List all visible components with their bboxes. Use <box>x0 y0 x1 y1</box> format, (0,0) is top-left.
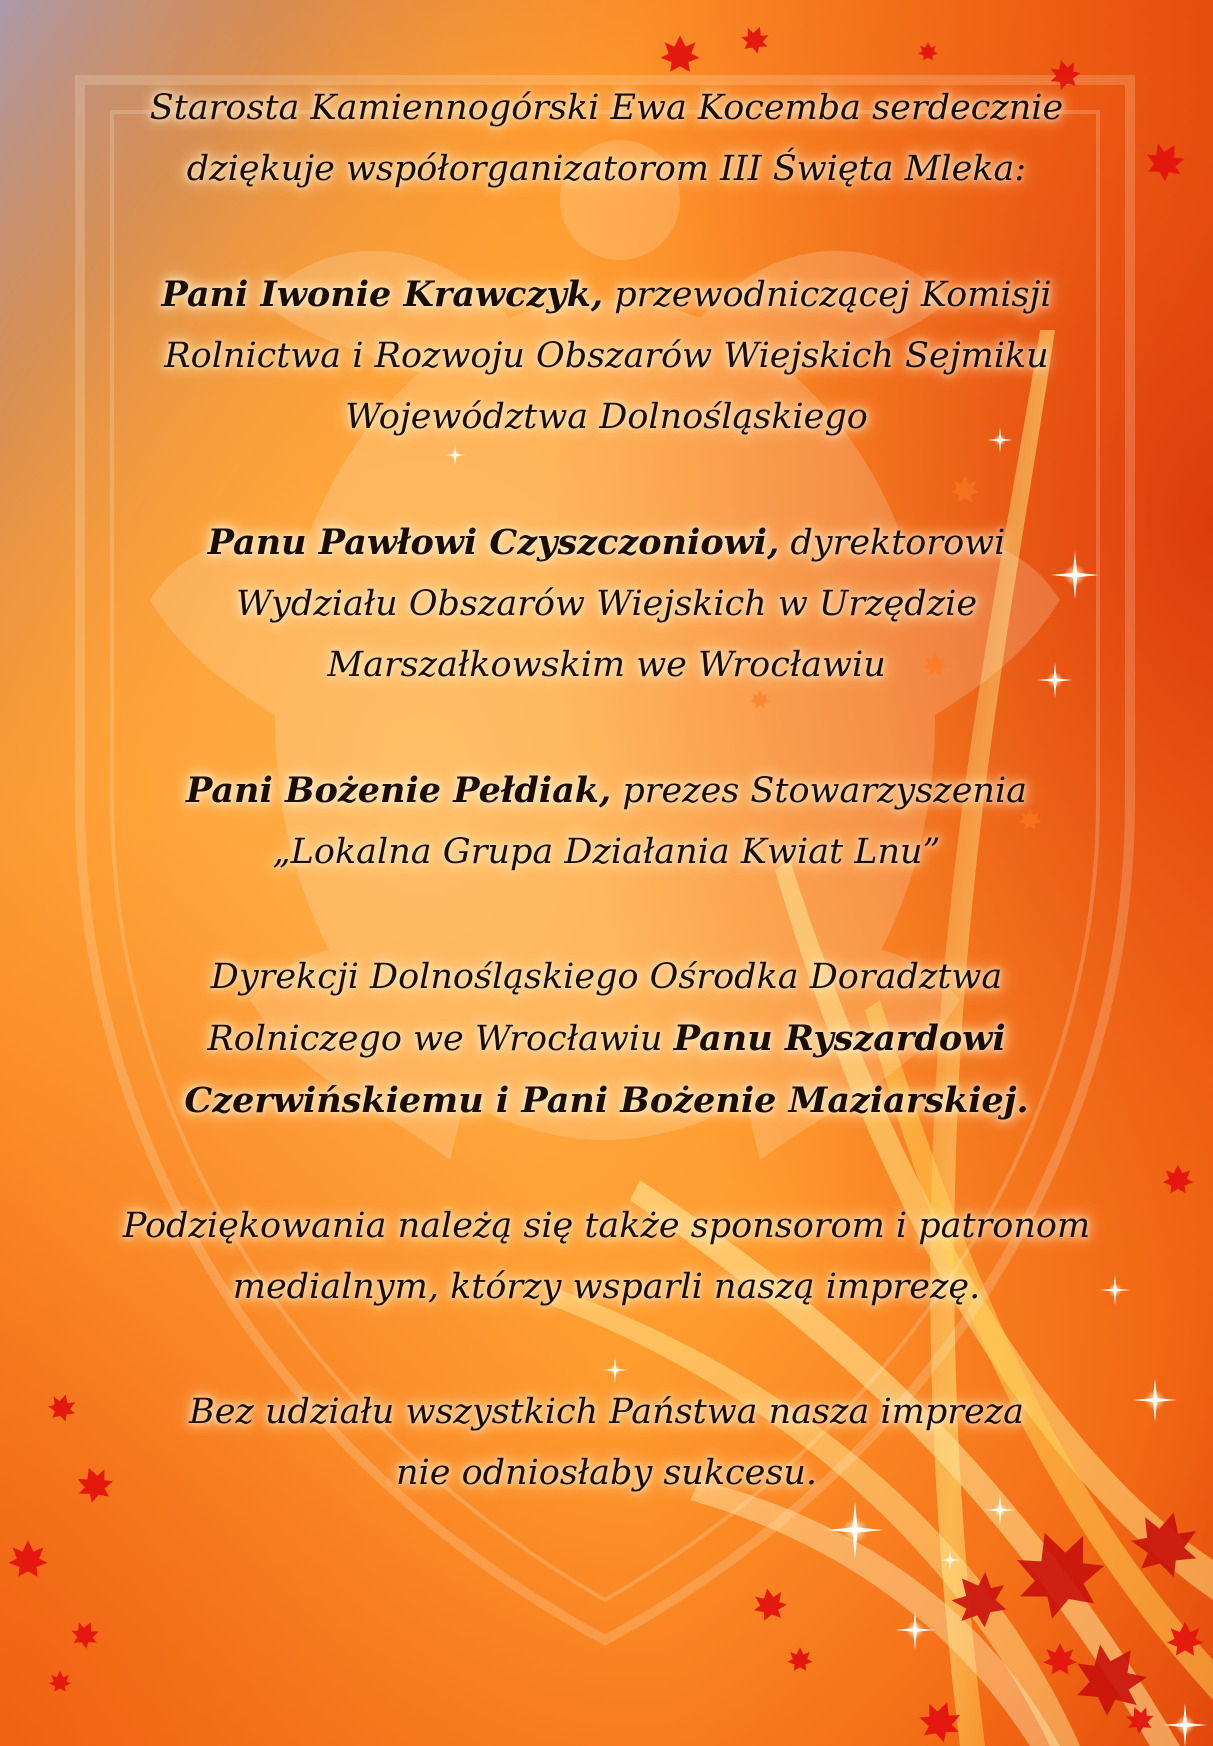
intro-line: Starosta Kamiennogórski Ewa Kocemba serdecznie <box>149 88 1064 128</box>
paragraph-czyszczon <box>60 512 1153 696</box>
recipient-name: Czerwińskiemu i Pani Bożenie Maziarskiej. <box>184 1080 1029 1121</box>
paragraph-dodr <box>60 947 1153 1132</box>
paragraph-peldiak <box>60 760 1153 883</box>
recipient-role: Marszałkowskim we Wrocławiu <box>327 645 886 685</box>
thank-you-letter <box>60 78 1153 1568</box>
sponsors-line: Podziękowania należą się także sponsorom i patronom <box>122 1206 1091 1246</box>
closing-line: nie odniosłaby sukcesu. <box>396 1453 817 1493</box>
recipient-role: przewodniczącej Komisji <box>603 275 1052 315</box>
intro-line: dziękuje współorganizatorom III Święta Mleka: <box>186 149 1027 189</box>
sponsors-line: medialnym, którzy wsparli naszą imprezę. <box>232 1267 981 1307</box>
paragraph-krawczyk <box>60 264 1153 448</box>
recipient-role: Dyrekcji Dolnośląskiego Ośrodka Doradztwa <box>210 957 1003 997</box>
recipient-name: Pani Iwonie Krawczyk, <box>161 274 604 315</box>
recipient-role: dyrektorowi <box>779 523 1006 563</box>
recipient-role: Rolnictwa i Rozwoju Obszarów Wiejskich Sejmiku <box>164 336 1049 376</box>
closing-line: Bez udziału wszystkich Państwa nasza impreza <box>189 1392 1024 1432</box>
recipient-name: Pani Bożenie Pełdiak, <box>185 770 612 811</box>
recipient-name: Panu Pawłowi Czyszczoniowi, <box>207 522 780 563</box>
closing-paragraph <box>60 1382 1153 1504</box>
intro-paragraph <box>60 78 1153 200</box>
recipient-role: „Lokalna Grupa Działania Kwiat Lnu” <box>272 832 941 872</box>
recipient-role: Województwa Dolnośląskiego <box>345 397 868 437</box>
recipient-role: prezes Stowarzyszenia <box>611 771 1028 811</box>
recipient-role: Rolniczego we Wrocławiu <box>207 1019 674 1059</box>
recipient-role: Wydziału Obszarów Wiejskich w Urzędzie <box>235 584 978 624</box>
sponsors-paragraph <box>60 1196 1153 1318</box>
recipient-name: Panu Ryszardowi <box>673 1018 1006 1059</box>
